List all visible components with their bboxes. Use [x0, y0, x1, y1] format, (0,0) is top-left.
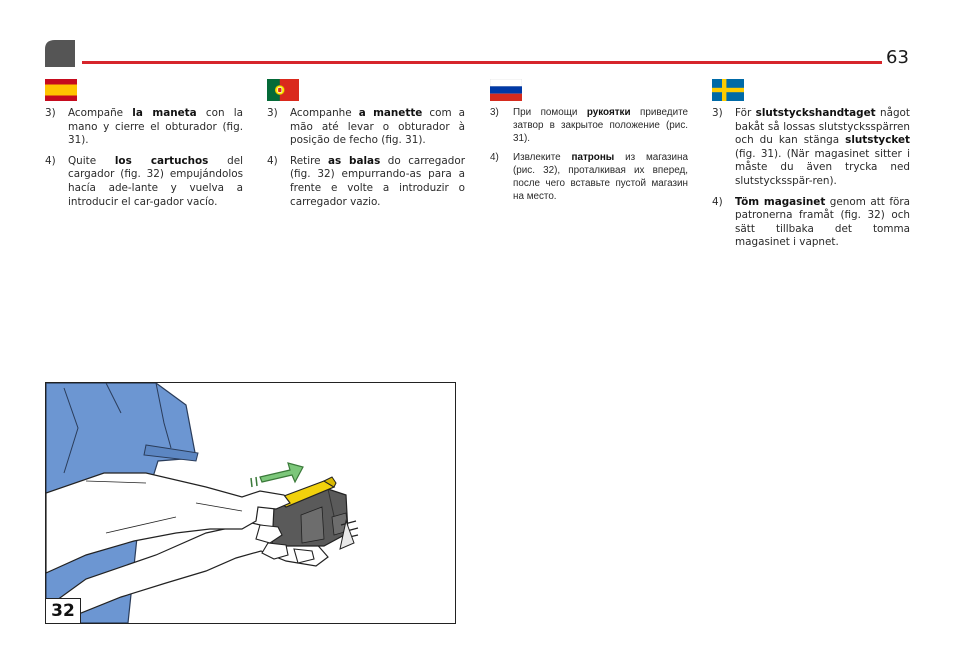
step-number: 4) [490, 152, 499, 164]
header-rule [82, 61, 882, 64]
step-item: 3) För slutstyckshandtaget något bakåt så lossas slutstycksspärren och du kan stänga slutstycket (fig. 31). (När magasinet sitter i måste du även trycka ned slutstycksspär-ren). [712, 107, 910, 187]
figure-number: 32 [46, 598, 81, 623]
step-list [490, 107, 688, 204]
step-item: 3) Acompañe la maneta con la mano y cierre el obturador (fig. 31). [45, 107, 243, 147]
step-number: 3) [267, 107, 278, 119]
page-number: 63 [886, 47, 909, 68]
step-list [712, 107, 910, 250]
column-swedish [712, 79, 910, 257]
column-spanish [45, 79, 243, 216]
column-russian [490, 79, 688, 211]
column-portuguese [267, 79, 465, 216]
russia-flag-icon [490, 79, 522, 101]
step-number: 4) [45, 154, 56, 167]
spain-flag-icon [45, 79, 77, 101]
step-item: 4) Quite los cartuchos del cargador (fig. 32) empujándolos hacía ade-lante y vuelva a introducir el car-gador vacío. [45, 154, 244, 208]
step-number: 3) [45, 107, 56, 119]
step-item: 3) При помощи рукоятки приведите затвор в закрытое положение (рис. 31). [490, 107, 688, 144]
sweden-flag-icon [712, 79, 744, 101]
push-arrow-icon [251, 463, 303, 487]
step-number: 4) [712, 195, 723, 208]
figure-32 [45, 382, 456, 624]
step-number: 4) [267, 154, 278, 167]
step-item: 4) Töm magasinet genom att föra patronerna framåt (fig. 32) och sätt tillbaka det tomma magasinet i vapnet. [712, 195, 910, 249]
step-number: 3) [712, 107, 723, 119]
step-item: 3) Acompanhe a manette com a mão até levar o obturador à posição de fecho (fig. 31). [267, 107, 465, 147]
section-corner-icon [45, 40, 75, 67]
step-list [267, 107, 465, 209]
step-number: 3) [490, 107, 499, 118]
portugal-flag-icon [267, 79, 299, 101]
illustration-hands-emptying-magazine [46, 383, 455, 623]
step-list [45, 107, 243, 209]
step-item: 4) Retire as balas do carregador (fig. 32) empurrando-as para a frente e volte a introduzir o carregador vazio. [267, 154, 465, 208]
step-item: 4) Извлеките патроны из магазина (рис. 32), проталкивая их вперед, после чего вставьте пустой магазин на место. [490, 152, 688, 202]
